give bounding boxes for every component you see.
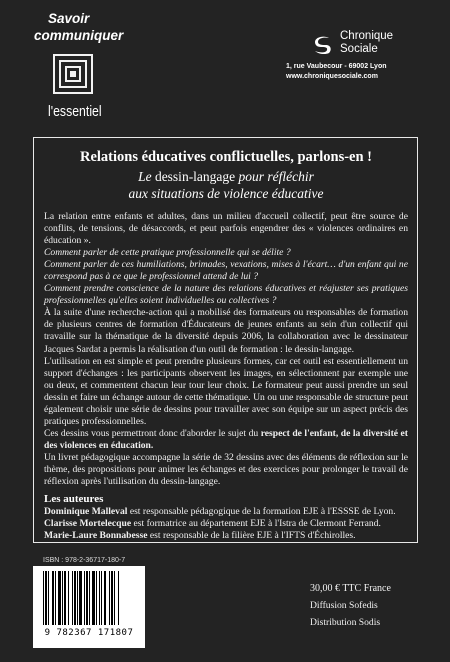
paragraph-usage: L'utilisation en est simple et peut prendre plusieurs formes, car cet outil est essentiellement un support d'échanges : les participants observent les images, en sélectionnent par exemple une ou deux, et commentent chacun leur tour leur choix. Le formateur peut aussi prendre un seul dessin et faire un échange autour de cette thématique. Un ou une responsable de structure peut également choisir une série de dessins pour travailler avec son équipe sur un aspect précis des pratiques professionnelles.: [44, 355, 408, 427]
author-role: est responsable de la filière EJE à l'IFTS d'Échirolles.: [147, 530, 356, 542]
author-role: est responsable pédagogique de la formation EJE à l'ESSSE de Lyon.: [127, 506, 396, 518]
subtitle-pour-reflechir: pour réfléchir: [238, 169, 314, 184]
barcode-icon: [41, 571, 137, 627]
diffusion: Diffusion Sofedis: [310, 600, 378, 611]
author-item: [44, 506, 408, 518]
isbn-label: ISBN : 978-2-36717-180-7: [43, 557, 126, 564]
author-name: Clarisse Mortelecque: [44, 518, 132, 530]
authors-list: [44, 506, 408, 543]
question-1: Comment parler de cette pratique professionnelle qui se délite ?: [44, 247, 291, 259]
topic-text: Ces dessins vous permettront donc d'aborder le sujet du: [44, 427, 261, 439]
publisher-website: www.chroniquesociale.com: [286, 73, 378, 80]
author-name: Dominique Malleval: [44, 506, 128, 518]
summary-frame: [33, 137, 418, 543]
series-line-1: Savoir: [48, 11, 90, 26]
subtitle-le: Le: [138, 169, 152, 184]
author-item: [44, 530, 408, 542]
series-name: l'essentiel: [48, 103, 102, 120]
author-item: [44, 518, 408, 530]
author-name: Marie-Laure Bonnabesse: [44, 530, 148, 542]
price: 30,00 € TTC France: [310, 583, 391, 594]
question-3: Comment prendre conscience de la nature des relations éducatives et réajuster ses pratiques professionnelles qu'elles soient individuelles ou collectives ?: [44, 283, 408, 307]
publisher-address: [286, 62, 446, 82]
barcode-digits: 9 782367 171807: [44, 628, 134, 638]
paragraph-booklet: Un livret pédagogique accompagne la série de 32 dessins avec des éléments de réflexion sur le thème, des propositions pour animer les échanges et des exercices pour prolonger le travail de réflexion après l'utilisation du dessin-langage.: [44, 451, 408, 488]
series-logo-icon: [53, 54, 93, 94]
authors-heading: Les auteures: [44, 493, 104, 506]
price-block: [310, 580, 430, 631]
question-2: Comment parler de ces humiliations, brimades, vexations, mises à l'écart… d'un enfant qui ne correspond pas à ce que le professionnel attend de lui ?: [44, 259, 408, 283]
distribution: Distribution Sodis: [310, 617, 381, 628]
publisher-swirl-icon: [312, 34, 334, 56]
book-subtitle: [44, 168, 408, 202]
publisher-street: 1, rue Vaubecour - 69002 Lyon: [286, 63, 387, 70]
publisher-name-line-2: Sociale: [340, 43, 378, 55]
paragraph-topic: [44, 428, 408, 452]
subtitle-dessin-langage: dessin-langage: [151, 169, 239, 184]
barcode: [33, 566, 145, 648]
publisher-name-line-1: Chronique: [340, 30, 394, 42]
book-title: Relations éducatives conflictuelles, parlons-en !: [80, 149, 372, 165]
blurb: [44, 211, 408, 488]
paragraph-intro: La relation entre enfants et adultes, dans un milieu d'accueil collectif, peut être source de conflits, de tensions, de désaccords, et peut parfois engendrer des « violences ordinaires en éducation ».: [44, 211, 408, 247]
series-block: [34, 10, 144, 120]
topic-bold: respect de l'enfant, de la diversité et des violences en éducation.: [44, 427, 408, 451]
subtitle-line-2: aux situations de violence éducative: [128, 186, 324, 201]
series-line-2: communiquer: [34, 28, 124, 43]
publisher-name: [340, 30, 440, 56]
paragraph-research: À la suite d'une recherche-action qui a mobilisé des formateurs ou responsables de formation de plusieurs centres de formation d'Éducateurs de jeunes enfants au sein d'un collectif qui travaille sur la thématique de la diversité depuis 2006, la collaboration avec le dessinateur Jacques Sardat a permis la réalisation d'un outil de formation : le dessin-langage.: [44, 307, 408, 355]
author-role: est formatrice au département EJE à l'Istra de Clermont Ferrand.: [131, 518, 381, 530]
